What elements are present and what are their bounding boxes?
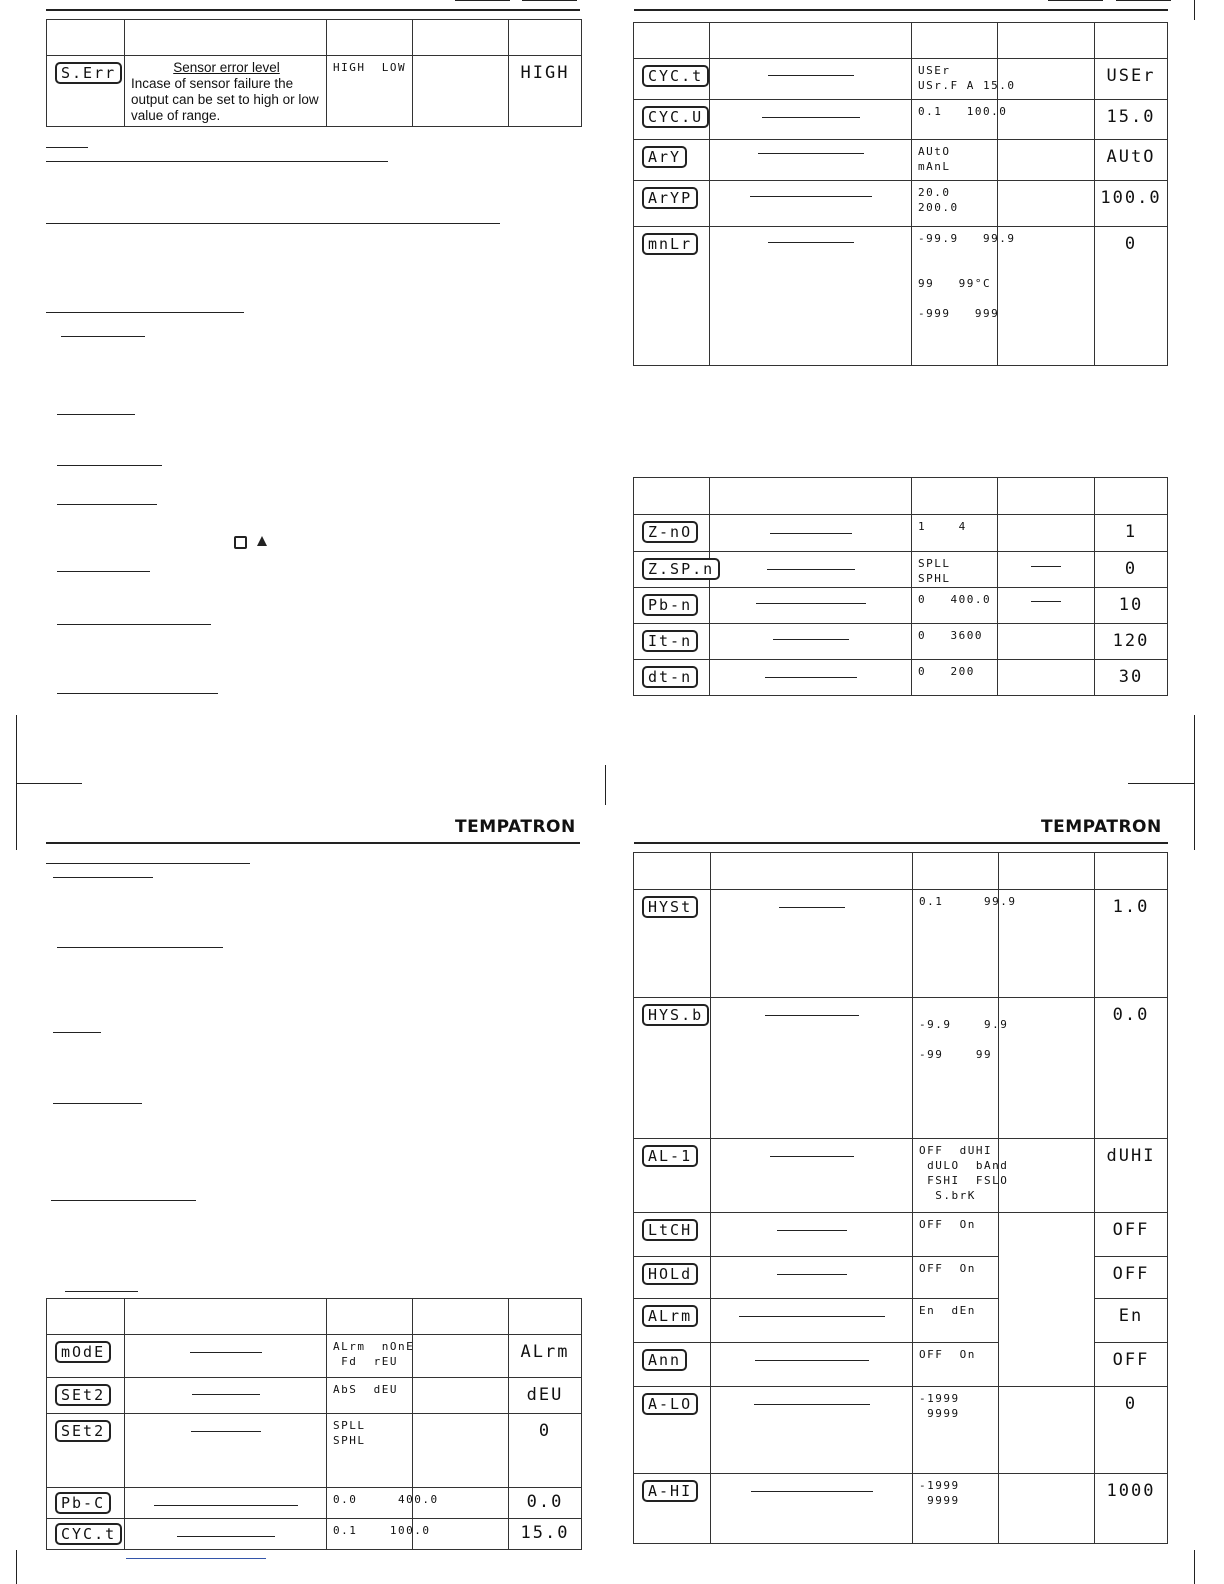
top-left-header-rule xyxy=(46,9,580,11)
parameter-description: Incase of sensor failure the output can be set to high or low value of range. xyxy=(131,76,319,123)
table-row xyxy=(47,1335,582,1378)
crop-mark xyxy=(1194,1550,1195,1584)
parameter-range: 0.1 100.0 xyxy=(333,1524,431,1537)
text-rule xyxy=(61,336,145,337)
table-row xyxy=(634,1257,1168,1299)
table-row xyxy=(634,515,1168,552)
top-right-tab-2 xyxy=(1116,0,1171,1)
table-row xyxy=(634,100,1168,140)
table-row xyxy=(634,890,1168,998)
parameter-code: mOdE xyxy=(55,1341,111,1363)
top-left-tab-2 xyxy=(522,0,577,1)
parameter-range: En dEn xyxy=(919,1304,976,1317)
table-row xyxy=(634,660,1168,696)
text-rule xyxy=(46,223,500,224)
alarm-parameter-table xyxy=(633,852,1168,1544)
parameter-default: 120 xyxy=(1112,631,1150,651)
parameter-code: HOLd xyxy=(642,1263,698,1285)
parameter-default: 0 xyxy=(1124,559,1138,579)
parameter-range: 0 400.0 xyxy=(918,593,992,606)
table-row xyxy=(47,1519,582,1550)
crop-mark xyxy=(16,783,82,784)
parameter-default: HIGH xyxy=(520,63,570,83)
parameter-code: mnLr xyxy=(642,233,698,255)
parameter-default: 1.0 xyxy=(1112,897,1150,917)
text-rule xyxy=(46,312,244,313)
text-rule xyxy=(46,147,88,148)
text-rule xyxy=(46,863,250,864)
parameter-default: 30 xyxy=(1118,667,1144,687)
crop-mark xyxy=(1194,715,1195,850)
table-row xyxy=(634,1387,1168,1474)
cycle-parameter-table xyxy=(633,22,1168,366)
bottom-right-header-rule xyxy=(634,842,1168,844)
parameter-code: Pb-C xyxy=(55,1492,111,1514)
parameter-code: HYSt xyxy=(642,896,698,918)
text-rule xyxy=(57,465,162,466)
parameter-range: 1 4 xyxy=(918,520,967,533)
table-row xyxy=(634,227,1168,366)
parameter-range: -1999 9999 xyxy=(919,1479,960,1507)
parameter-range: 0 200 xyxy=(918,665,975,678)
parameter-default: OFF xyxy=(1112,1264,1150,1284)
parameter-range: 0.0 400.0 xyxy=(333,1493,439,1506)
bottom-left-header-rule xyxy=(46,842,580,844)
parameter-default: 10 xyxy=(1118,595,1144,615)
parameter-range: USEr USr.F A 15.0 xyxy=(918,64,1016,92)
parameter-default: En xyxy=(1118,1306,1144,1326)
parameter-title: Sensor error level xyxy=(173,60,280,75)
parameter-default: OFF xyxy=(1112,1220,1150,1240)
table-row xyxy=(47,1488,582,1519)
text-rule xyxy=(53,1103,142,1104)
parameter-range: AbS dEU xyxy=(333,1383,398,1396)
table-row xyxy=(634,552,1168,588)
table-row xyxy=(634,1299,1168,1343)
parameter-range: -99.9 99.9 99 99°C -999 999 xyxy=(918,232,1016,320)
top-left-tab-1 xyxy=(455,0,510,1)
parameter-range: 0 3600 xyxy=(918,629,983,642)
parameter-code: CYC.t xyxy=(55,1523,122,1545)
parameter-range: 0.1 99.9 xyxy=(919,895,1017,908)
parameter-code: ArYP xyxy=(642,187,698,209)
parameter-default: 1000 xyxy=(1106,1481,1156,1501)
sensor-error-table xyxy=(46,19,582,127)
parameter-range: ALrm nOnE Fd rEU xyxy=(333,1340,415,1368)
top-right-header-rule xyxy=(634,9,1168,11)
brand-logo: TEMPATRON xyxy=(455,817,576,837)
text-rule xyxy=(65,1291,138,1292)
parameter-range: 0.1 100.0 xyxy=(918,105,1008,118)
parameter-default: 15.0 xyxy=(1106,107,1156,127)
parameter-default: dEU xyxy=(526,1385,564,1405)
text-rule xyxy=(126,1558,266,1559)
parameter-code: SEt2 xyxy=(55,1420,111,1442)
table-row xyxy=(634,1474,1168,1544)
crop-mark xyxy=(1194,0,1195,20)
parameter-code: It-n xyxy=(642,630,698,652)
crop-mark xyxy=(16,1550,17,1584)
parameter-code: CYC.U xyxy=(642,106,709,128)
crop-mark xyxy=(605,765,606,805)
parameter-range: OFF On xyxy=(919,1218,976,1231)
up-key-icon xyxy=(257,536,267,546)
parameter-default: 0 xyxy=(1124,234,1138,254)
text-rule xyxy=(57,693,218,694)
parameter-default: 0.0 xyxy=(526,1492,564,1512)
top-right-tab-1 xyxy=(1048,0,1103,1)
brand-logo: TEMPATRON xyxy=(1041,817,1162,837)
parameter-default: OFF xyxy=(1112,1350,1150,1370)
parameter-default: 0 xyxy=(1124,1394,1138,1414)
parameter-default: USEr xyxy=(1106,66,1156,86)
table-row xyxy=(634,1343,1168,1387)
table-row xyxy=(634,1139,1168,1213)
parameter-default: 15.0 xyxy=(520,1523,570,1543)
parameter-default: ALrm xyxy=(520,1342,570,1362)
parameter-default: AUtO xyxy=(1106,147,1156,167)
parameter-code: A-HI xyxy=(642,1480,698,1502)
parameter-code: A-LO xyxy=(642,1393,698,1415)
mode-parameter-table xyxy=(46,1298,582,1550)
table-row xyxy=(634,140,1168,181)
parameter-range: SPLL SPHL xyxy=(333,1419,366,1447)
parameter-code: Z-nO xyxy=(642,521,698,543)
parameter-code: AL-1 xyxy=(642,1145,698,1167)
parameter-code: Z.SP.n xyxy=(642,558,720,580)
set-key-icon xyxy=(234,536,247,549)
parameter-range: OFF On xyxy=(919,1262,976,1275)
text-rule xyxy=(57,947,223,948)
parameter-code: ArY xyxy=(642,146,687,168)
parameter-code: SEt2 xyxy=(55,1384,111,1406)
parameter-range: SPLL SPHL xyxy=(918,557,951,585)
parameter-code: Pb-n xyxy=(642,594,698,616)
parameter-code: LtCH xyxy=(642,1219,698,1241)
parameter-default: 100.0 xyxy=(1100,188,1162,208)
zone-parameter-table xyxy=(633,477,1168,696)
table-row xyxy=(634,59,1168,100)
table-row xyxy=(634,998,1168,1139)
parameter-range: OFF On xyxy=(919,1348,976,1361)
table-row xyxy=(47,1414,582,1488)
dash xyxy=(1031,566,1061,567)
text-rule xyxy=(51,1200,196,1201)
parameter-default: dUHI xyxy=(1106,1146,1156,1166)
text-rule xyxy=(57,624,211,625)
text-rule xyxy=(57,571,150,572)
table-row xyxy=(634,1213,1168,1257)
parameter-code: ALrm xyxy=(642,1305,698,1327)
parameter-code: Ann xyxy=(642,1349,687,1371)
crop-mark xyxy=(1128,783,1194,784)
parameter-code: dt-n xyxy=(642,666,698,688)
parameter-range: AUtO mAnL xyxy=(918,145,951,173)
text-rule xyxy=(53,877,153,878)
parameter-code: HYS.b xyxy=(642,1004,709,1026)
parameter-code: S.Err xyxy=(55,62,122,84)
table-row xyxy=(634,588,1168,624)
parameter-default: 0 xyxy=(538,1421,552,1441)
table-row xyxy=(47,1378,582,1414)
table-row xyxy=(47,56,582,127)
parameter-range: -1999 9999 xyxy=(919,1392,960,1420)
text-rule xyxy=(57,504,157,505)
parameter-range: 20.0 200.0 xyxy=(918,186,959,214)
parameter-range: -9.9 9.9 -99 99 xyxy=(919,1018,1009,1061)
text-rule xyxy=(46,161,388,162)
dash xyxy=(1031,601,1061,602)
parameter-default: 1 xyxy=(1124,522,1138,542)
parameter-code: CYC.t xyxy=(642,65,709,87)
parameter-range: OFF dUHI dULO bAnd FSHI FSLO S.brK xyxy=(919,1144,1009,1202)
parameter-range: HIGH LOW xyxy=(333,61,407,74)
text-rule xyxy=(53,1032,101,1033)
text-rule xyxy=(57,414,135,415)
table-row xyxy=(634,181,1168,227)
parameter-default: 0.0 xyxy=(1112,1005,1150,1025)
table-row xyxy=(634,624,1168,660)
